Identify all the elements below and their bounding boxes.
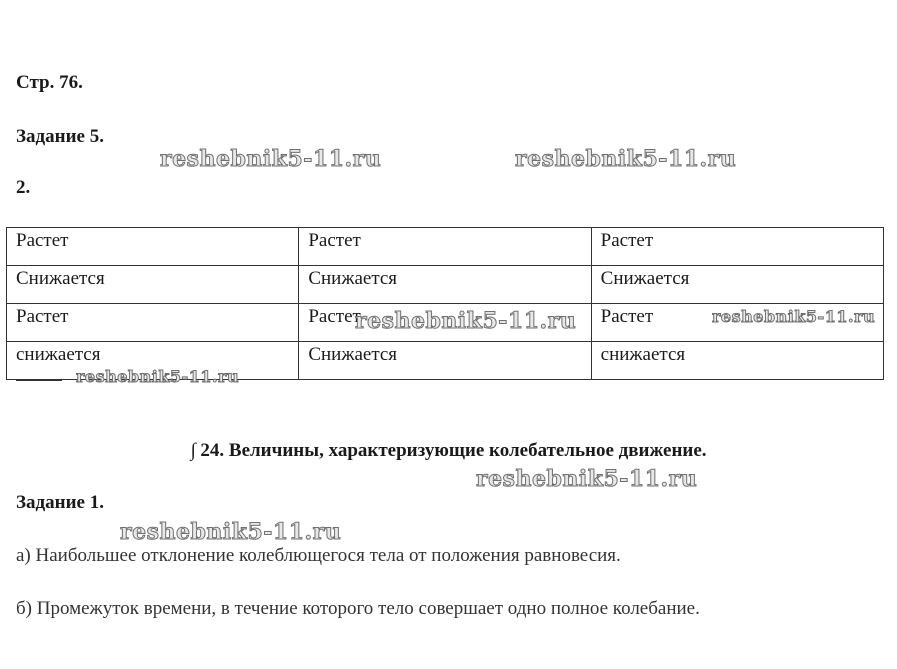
table-row: [7, 266, 884, 304]
table-cell: Растет: [7, 304, 299, 342]
table-cell: Растет: [299, 304, 591, 342]
table-cell: снижается: [591, 342, 883, 380]
watermark: reshebnik5-11.ru: [712, 307, 876, 326]
task-heading: Задание 5.: [16, 126, 104, 147]
table-cell: Растет: [591, 228, 883, 266]
table-row: [7, 228, 884, 266]
answer-a: а) Наибольшее отклонение колеблющегося тела от положения равновесия.: [16, 545, 621, 566]
answer-b: б) Промежуток времени, в течение которого тело совершает одно полное колебание.: [16, 598, 700, 619]
table-cell: Растет: [591, 304, 883, 342]
table-cell: Снижается: [7, 266, 299, 304]
table-cell: Снижается: [299, 342, 591, 380]
divider: [16, 380, 62, 381]
task-heading: Задание 1.: [16, 492, 104, 513]
answer-table: [6, 227, 884, 380]
watermark: reshebnik5-11.ru: [120, 519, 342, 545]
page-number: Стр. 76.: [16, 72, 83, 93]
watermark: reshebnik5-11.ru: [515, 146, 737, 172]
watermark: reshebnik5-11.ru: [476, 466, 698, 492]
section-title: ∫ 24. Величины, характеризующие колебательное движение.: [190, 440, 707, 461]
table-cell: Снижается: [299, 266, 591, 304]
watermark: reshebnik5-11.ru: [160, 146, 382, 172]
table-cell: Снижается: [591, 266, 883, 304]
watermark: reshebnik5-11.ru: [355, 308, 577, 334]
watermark: reshebnik5-11.ru: [76, 367, 240, 386]
table-cell: снижается: [7, 342, 299, 380]
table-cell: Растет: [7, 228, 299, 266]
subtask-number: 2.: [16, 177, 31, 198]
table-cell: Растет: [299, 228, 591, 266]
